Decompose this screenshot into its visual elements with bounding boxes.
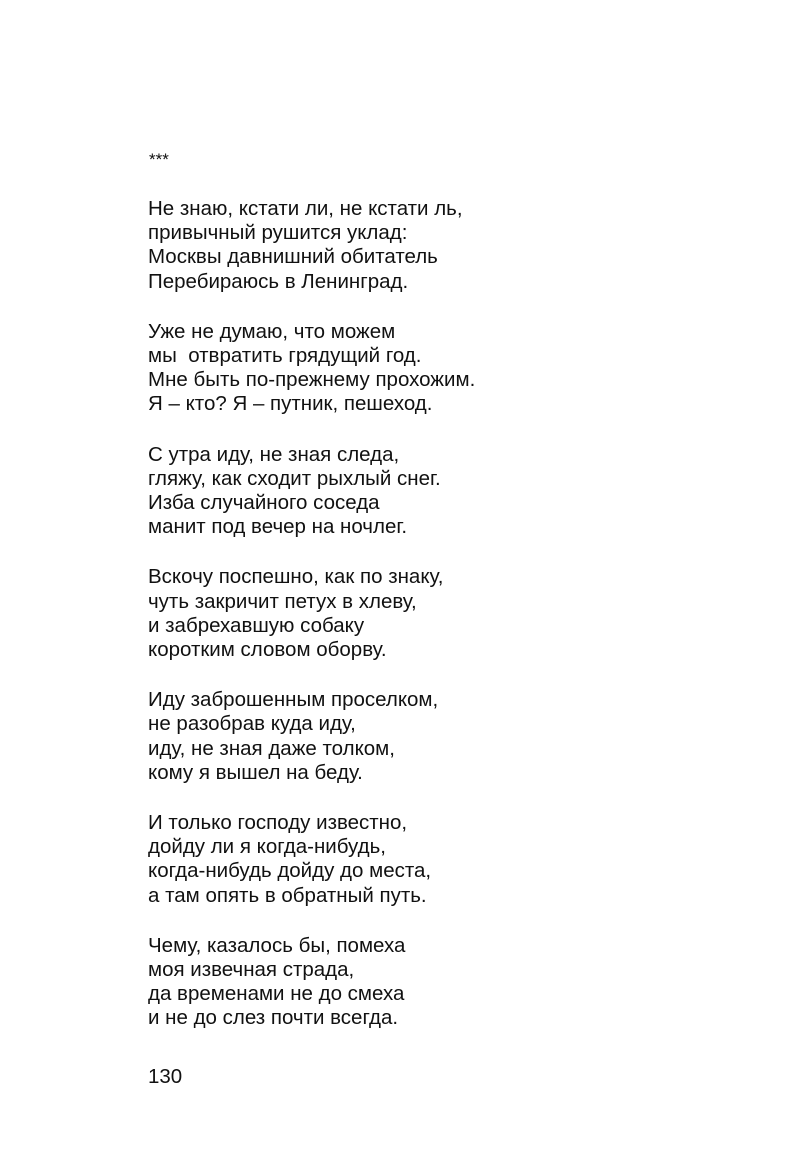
poem-line: И только господу известно, (148, 811, 408, 835)
stanza (148, 320, 768, 417)
poem-line: Иду заброшенным проселком, (148, 688, 439, 712)
poem-line: гляжу, как сходит рыхлый снег. (148, 466, 441, 490)
stanza (148, 934, 768, 1031)
poem-line: Изба случайного соседа (148, 491, 380, 515)
poem-line: Не знаю, кстати ли, не кстати ль, (148, 197, 463, 220)
poem-line: не разобрав куда иду, (148, 712, 356, 736)
poem-line: Уже не думаю, что можем (148, 319, 396, 343)
stanza (148, 688, 768, 785)
poem-line: а там опять в обратный путь. (148, 883, 427, 907)
poem-line: С утра иду, не зная следа, (148, 442, 400, 466)
poem-line: Перебираюсь в Ленинград. (148, 269, 409, 293)
stanza (148, 565, 768, 662)
poem-line: Москвы давнишний обитатель (148, 245, 438, 269)
poem-line: Чему, казалось бы, помеха (148, 933, 406, 957)
poem-line: когда-нибудь дойду до места, (148, 859, 432, 883)
stanza (148, 197, 768, 294)
poem-line: манит под вечер на ночлег. (148, 515, 408, 539)
page-number: 130 (148, 1065, 183, 1088)
poem-line: и забрехавшую собаку (148, 613, 365, 637)
section-separator: *** (149, 150, 169, 169)
poem-line: привычный рушится уклад: (148, 221, 408, 245)
poem-line: мы отвратить грядущий год. (148, 344, 422, 368)
poem-line: иду, не зная даже толком, (148, 736, 395, 760)
poem-line: коротким словом оборву. (148, 638, 387, 662)
stanza (148, 443, 768, 540)
poem-line: Вскочу поспешно, как по знаку, (148, 565, 444, 589)
poem-line: Я – кто? Я – путник, пешеход. (148, 392, 433, 416)
poem-line: чуть закричит петух в хлеву, (148, 589, 417, 613)
poem-line: дойду ли я когда-нибудь, (148, 835, 386, 859)
poem-line: моя извечная страда, (148, 958, 355, 982)
poem-line: и не до слез почти всегда. (148, 1006, 399, 1030)
poem-line: да временами не до смеха (148, 982, 405, 1006)
poem-line: кому я вышел на беду. (148, 760, 363, 784)
poem-line: Мне быть по-прежнему прохожим. (148, 368, 476, 392)
poem (148, 197, 768, 1057)
stanza (148, 811, 768, 908)
